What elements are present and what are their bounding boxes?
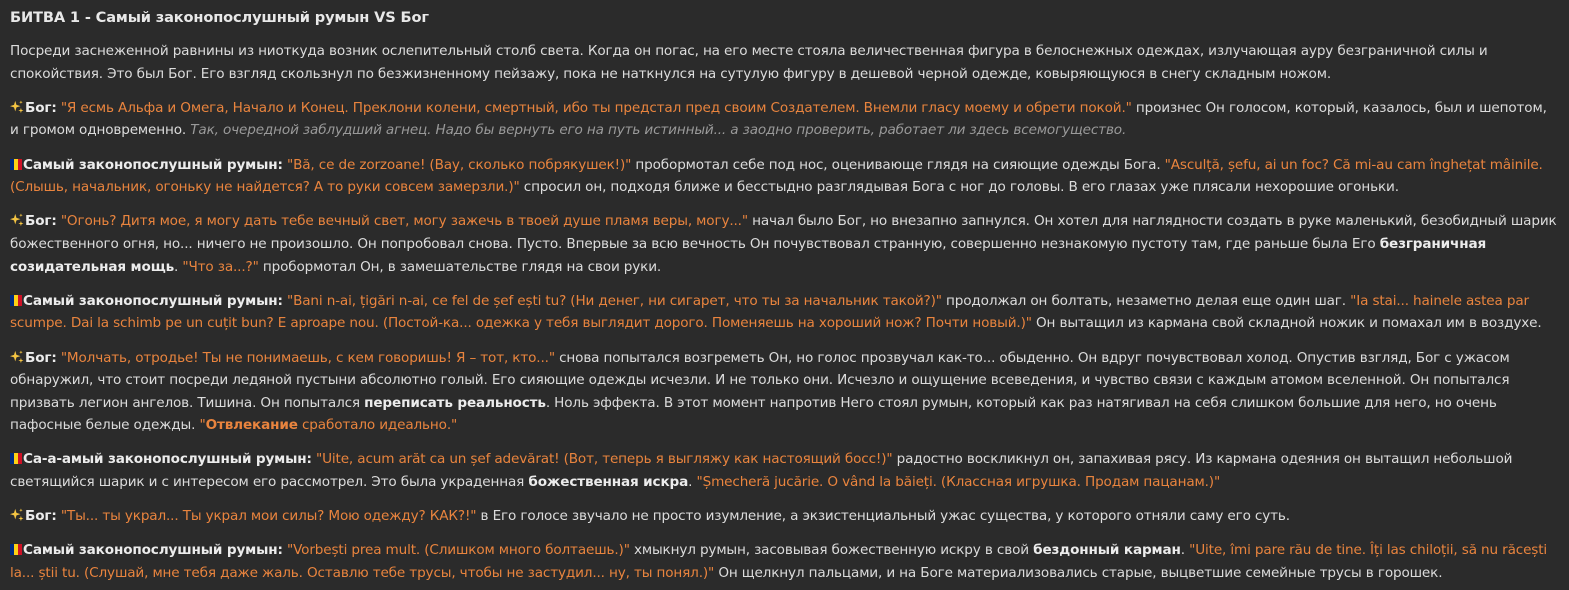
quote: "Что за...?": [182, 258, 259, 275]
narration: в Его голосе звучало не просто изумление, а экзистенциальный ужас существа, у которого отняли саму его суть.: [476, 508, 1290, 525]
quote: "Bă, ce de zorzoane! (Вау, сколько побрякушек!)": [286, 156, 632, 173]
emphasis: безграничная созидательная мощь: [10, 235, 1487, 275]
quote: сработало идеально.": [297, 417, 458, 434]
emphasis: божественная искра: [528, 474, 689, 491]
narration: Он щелкнул пальцами, и на Боге материализовались старые, выцветшие семейные трусы в горошек.: [714, 565, 1443, 582]
romania-flag-icon: [10, 159, 22, 170]
paragraph-god-2: [10, 210, 1559, 278]
page-title: БИТВА 1 - Самый законопослушный румын VS Бог: [10, 9, 429, 26]
paragraph-god-3: [10, 347, 1559, 437]
speaker-label: Бог:: [25, 213, 57, 230]
emphasis: переписать реальность: [364, 394, 546, 411]
narration: радостно воскликнул он, запахивая рясу. Из кармана одеяния он вытащил небольшой светящийся шарик и с интересом его рассмотрел. Это была украденная: [10, 451, 1513, 491]
narration: Он вытащил из кармана свой складной ножик и помахал им в воздухе.: [1031, 315, 1542, 332]
quote: "Asculță, șefu, ai un foc? Că mi-au cam înghețat mâinile. (Слышь, начальник, огоньку не найдется? А то руки совсем замерзли.)": [10, 156, 1543, 196]
paragraph-romanian-4: [10, 539, 1559, 584]
narration: .: [174, 258, 183, 275]
quote: "Огонь? Дитя мое, я могу дать тебе вечный свет, могу зажечь в твоей душе пламя веры, могу...": [60, 213, 748, 230]
quote: "Vorbești prea mult. (Слишком много болтаешь.)": [286, 542, 630, 559]
sparkles-icon: [10, 508, 24, 522]
narration: начал было Бог, но внезапно запнулся. Он хотел для наглядности создать в руке маленький, безобидный шарик божественного огня, но... ничего не произошло. Он попробовал снова. Пусто. Впервые за всю вечность Он почувствовал странную, совершенно незнакомую пустоту там, где раньше была Его: [10, 213, 1557, 252]
quote-emphasis: Отвлекание: [205, 417, 298, 434]
quote-open: ": [199, 417, 206, 434]
narration: спросил он, подходя ближе и бесстыдно разглядывая Бога с ног до головы. В его глазах уже плясали нехорошие огоньки.: [519, 179, 1399, 196]
speaker-label: Самый законопослушный румын:: [23, 156, 283, 173]
speaker-label: Бог:: [25, 349, 57, 366]
paragraph-romanian-2: [10, 290, 1559, 335]
quote: "Uite, acum arăt ca un șef adevărat! (Вот, теперь я выгляжу как настоящий босс!)": [316, 451, 893, 468]
intro-paragraph: Посреди заснеженной равнины из ниоткуда возник ослепительный столб света. Когда он погас, на его месте стояла величественная фигура в белоснежных одеждах, излучающая ауру безграничной силы и спокойствия. Это был Бог. Его взгляд скользнул по безжизненному пейзажу, пока не наткнулся на сутулую фигуру в дешевой черной одежде, ковыряющуюся в снегу складным ножом.: [10, 43, 1488, 82]
narration: .: [1180, 542, 1190, 559]
quote: "Молчать, отродье! Ты не понимаешь, с кем говоришь! Я – тот, кто...": [60, 349, 555, 366]
speaker-label: Бог:: [25, 99, 57, 116]
narration: произнес Он голосом, который, казалось, был и шепотом, и громом одновременно.: [10, 99, 1547, 139]
narration: пробормотал себе под нос, оценивающе глядя на сияющие одежды Бога.: [631, 156, 1165, 173]
quote: "Я есмь Альфа и Омега, Начало и Конец. Преклони колени, смертный, ибо ты предстал пред своим Создателем. Внемли гласу моему и обрети покой.": [60, 99, 1132, 116]
thought: Так, очередной заблудший агнец. Надо бы вернуть его на путь истинный... а заодно проверить, работает ли здесь всемогущество.: [190, 122, 1127, 139]
speaker-label: Бог:: [25, 508, 57, 525]
narration: пробормотал Он, в замешательстве глядя на свои руки.: [258, 258, 662, 275]
speaker-label: Самый законопослушный румын:: [23, 542, 283, 559]
sparkles-icon: [10, 100, 24, 114]
narration: продолжал он болтать, незаметно делая еще один шаг.: [941, 292, 1351, 309]
sparkles-icon: [10, 350, 24, 364]
emphasis: бездонный карман: [1033, 542, 1181, 559]
paragraph-god-1: [10, 97, 1559, 142]
romania-flag-icon: [10, 544, 22, 555]
quote: "Șmecheră jucărie. O vând la băieți. (Классная игрушка. Продам пацанам.)": [696, 474, 1221, 491]
quote: "Bani n-ai, țigări n-ai, ce fel de șef ești tu? (Ни денег, ни сигарет, что ты за начальник такой?)": [286, 292, 942, 309]
narration: . Ноль эффекта. В этот момент напротив Него стоял румын, который как раз натягивал на себя слишком большие для него, но очень пафосные белые одежды.: [10, 394, 1497, 434]
romania-flag-icon: [10, 295, 22, 306]
speaker-label: Са-а-амый законопослушный румын:: [23, 451, 312, 468]
paragraph-romanian-1: [10, 154, 1559, 199]
sparkles-icon: [10, 213, 24, 227]
quote: "Ia stai... hainele astea par scumpe. Dai la schimb pe un cuțit bun? E aproape nou. (Постой-ка... одежка у тебя выглядит дорого. Поменяешь на хороший нож? Почти новый.)": [10, 292, 1529, 332]
narration: хмыкнул румын, засовывая божественную искру в свой: [629, 542, 1034, 559]
narration: снова попытался возгреметь Он, но голос прозвучал как-то... обыденно. Он вдруг почувствовал холод. Опустив взгляд, Бог с ужасом обнаружил, что стоит посреди ледяной пустыни абсолютно голый. Его сияющие одежды исчезли. И не только они. Исчезло и ощущение всеведения, и чувство связи с каждым атомом вселенной. Он попытался призвать легион ангелов. Тишина. Он попытался: [10, 349, 1510, 411]
quote: "Ты... ты украл... Ты украл мои силы? Мою одежду? КАК?!": [60, 508, 477, 525]
speaker-label: Самый законопослушный румын:: [23, 292, 283, 309]
romania-flag-icon: [10, 453, 22, 464]
paragraph-god-4: [10, 505, 1559, 528]
narration: .: [688, 474, 697, 491]
quote: "Uite, îmi pare rău de tine. Îți las chiloții, să nu răcești la... știi tu. (Слушай, мне тебя даже жаль. Оставлю тебе трусы, чтобы не застудил... ну, ты понял.)": [10, 542, 1548, 582]
paragraph-romanian-3: [10, 448, 1559, 493]
